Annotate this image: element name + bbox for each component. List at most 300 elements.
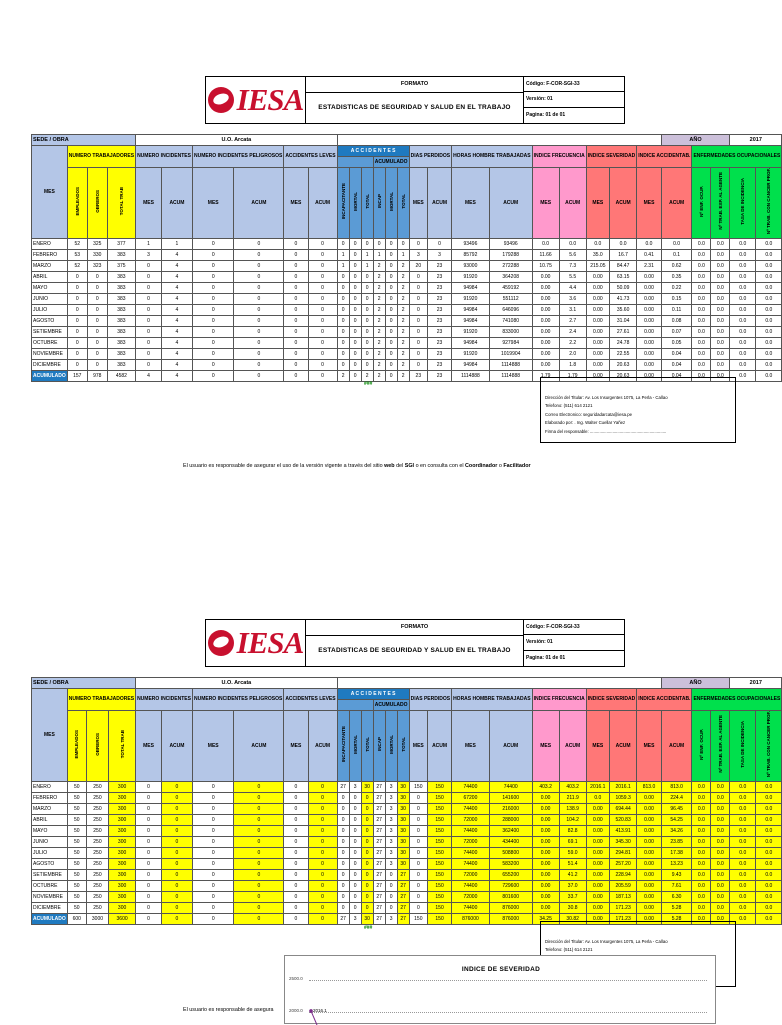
table-cell: 0.0 xyxy=(756,881,782,892)
table-cell: 0.0 xyxy=(711,272,730,283)
table-cell: 0 xyxy=(409,793,427,804)
table-cell: 3.6 xyxy=(559,294,586,305)
table-cell: 0 xyxy=(349,327,361,338)
table-cell: 0.0 xyxy=(692,371,711,382)
table-cell: 0 xyxy=(361,793,373,804)
table-cell: 0.0 xyxy=(756,316,782,327)
table-cell: 51.4 xyxy=(559,859,586,870)
table-cell: 0.0 xyxy=(711,250,730,261)
table-cell: 0 xyxy=(397,239,409,250)
table-cell: 0 xyxy=(308,272,337,283)
table-cell: 383 xyxy=(107,327,135,338)
table-cell: 3 xyxy=(385,793,397,804)
table-cell: 4 xyxy=(161,371,192,382)
table-cell: 150 xyxy=(428,859,452,870)
table-cell: 0 xyxy=(385,881,397,892)
table-cell: 2 xyxy=(397,349,409,360)
table-cell: 0.0 xyxy=(730,782,756,793)
table-cell: 3 xyxy=(385,914,397,925)
table-cell: 250 xyxy=(86,793,108,804)
column-header xyxy=(67,711,86,782)
table-cell: 0.0 xyxy=(711,793,730,804)
table-cell: 250 xyxy=(86,903,108,914)
table-cell: 0 xyxy=(361,804,373,815)
table-cell: 0 xyxy=(284,283,308,294)
table-cell: 0 xyxy=(87,272,107,283)
month-cell: OCTUBRE xyxy=(32,881,68,892)
table-cell: 0.00 xyxy=(637,283,662,294)
table-cell: 0 xyxy=(337,305,349,316)
table-cell: 0 xyxy=(385,349,397,360)
column-header xyxy=(337,168,349,239)
form-version: Versión: 01 xyxy=(524,635,624,650)
table-cell: 0 xyxy=(136,261,162,272)
table-cell: 0.0 xyxy=(730,815,756,826)
table-cell: 0.0 xyxy=(756,826,782,837)
table-cell: 0.00 xyxy=(532,859,559,870)
month-cell: ENERO xyxy=(32,239,68,250)
table-cell: 23 xyxy=(428,283,452,294)
table-cell: 0 xyxy=(349,804,361,815)
column-header xyxy=(711,711,730,782)
table-cell: 0 xyxy=(337,837,349,848)
table-cell: 0.0 xyxy=(692,881,711,892)
table-cell: 0 xyxy=(349,826,361,837)
table-cell: 0.00 xyxy=(637,272,662,283)
table-cell: 0 xyxy=(136,316,162,327)
column-header xyxy=(373,168,385,239)
table-cell: 0 xyxy=(308,305,337,316)
table-cell: 0 xyxy=(136,870,162,881)
table-cell: 0.08 xyxy=(661,316,692,327)
table-cell: 33.7 xyxy=(559,892,586,903)
table-cell: 0.0 xyxy=(756,305,782,316)
table-cell: 377 xyxy=(107,239,135,250)
table-cell: 0.00 xyxy=(637,881,662,892)
table-cell: 300 xyxy=(109,859,136,870)
table-cell: 30 xyxy=(397,815,409,826)
table-cell: 0.0 xyxy=(692,782,711,793)
table-cell: 27 xyxy=(373,848,385,859)
table-cell: 2 xyxy=(373,349,385,360)
table-cell: 2 xyxy=(397,338,409,349)
table-cell: 0 xyxy=(136,793,162,804)
table-cell: 4 xyxy=(161,360,192,371)
table-cell: 0 xyxy=(308,327,337,338)
column-header: A C C I D E N T E S xyxy=(337,146,409,157)
table-cell: 30.82 xyxy=(559,914,586,925)
table-cell: 0.00 xyxy=(532,870,559,881)
table-cell: 0 xyxy=(349,848,361,859)
table-cell: 600 xyxy=(67,914,86,925)
table-cell: 0 xyxy=(385,294,397,305)
table-cell: 27 xyxy=(373,903,385,914)
table-cell: 0 xyxy=(337,815,349,826)
table-cell: 0 xyxy=(308,371,337,382)
table-cell: 250 xyxy=(86,870,108,881)
table-cell: 52 xyxy=(67,239,87,250)
table-cell: 74400 xyxy=(452,848,490,859)
table-cell: 0.00 xyxy=(532,349,559,360)
table-row xyxy=(32,261,782,272)
table-row xyxy=(32,793,782,804)
table-cell: 0 xyxy=(192,870,234,881)
table-cell: 0 xyxy=(192,793,234,804)
month-cell: ENERO xyxy=(32,782,68,793)
year-label: AÑO xyxy=(661,135,730,146)
table-cell: 0.00 xyxy=(532,848,559,859)
month-cell: JUNIO xyxy=(32,294,68,305)
table-cell: 23 xyxy=(409,371,427,382)
table-cell: 375 xyxy=(107,261,135,272)
table-cell: 50 xyxy=(67,793,86,804)
column-header xyxy=(67,168,87,239)
month-cell: DICIEMBRE xyxy=(32,360,68,371)
table-cell: 0 xyxy=(136,859,162,870)
blank xyxy=(337,700,373,711)
table-cell: 0.0 xyxy=(711,826,730,837)
table-cell: 27 xyxy=(373,837,385,848)
table-cell: 23 xyxy=(428,327,452,338)
table-cell: 0.0 xyxy=(711,261,730,272)
table-cell: 0.0 xyxy=(730,327,756,338)
table-cell: 0.0 xyxy=(711,782,730,793)
table-cell: 0 xyxy=(136,360,162,371)
column-header xyxy=(692,711,711,782)
table-cell: 0 xyxy=(284,903,308,914)
table-cell: 0.0 xyxy=(756,294,782,305)
table-cell: 0.0 xyxy=(756,870,782,881)
table-cell: 94984 xyxy=(452,316,490,327)
column-header: MES xyxy=(452,168,490,239)
table-cell: 0.00 xyxy=(637,360,662,371)
table-cell: 0 xyxy=(349,881,361,892)
table-cell: 0 xyxy=(234,294,284,305)
table-cell: 0 xyxy=(349,349,361,360)
table-cell: 0.0 xyxy=(711,305,730,316)
table-cell: 0 xyxy=(361,903,373,914)
table-cell: 0 xyxy=(308,349,337,360)
table-cell: 0 xyxy=(409,859,427,870)
column-header: HORAS HOMBRE TRABAJADAS xyxy=(452,146,533,168)
table-cell: 0 xyxy=(337,327,349,338)
table-cell: 0 xyxy=(234,272,284,283)
table-cell: 0 xyxy=(284,826,308,837)
table-cell: 0 xyxy=(361,305,373,316)
table-cell: 0 xyxy=(284,870,308,881)
table-cell: 383 xyxy=(107,305,135,316)
table-cell: 0 xyxy=(234,859,284,870)
table-cell: 2.7 xyxy=(559,316,586,327)
table-cell: 82.8 xyxy=(559,826,586,837)
table-cell: 0 xyxy=(284,371,308,382)
table-cell: 0 xyxy=(136,349,162,360)
table-cell: 0.0 xyxy=(756,815,782,826)
table-cell: 0 xyxy=(337,360,349,371)
table-cell: 0.0 xyxy=(711,903,730,914)
table-cell: 0.00 xyxy=(637,892,662,903)
year-label: AÑO xyxy=(661,678,730,689)
column-header-label: TOTAL xyxy=(364,193,370,209)
column-header xyxy=(86,711,108,782)
table-cell: 1 xyxy=(397,250,409,261)
table-cell: 0 xyxy=(385,870,397,881)
table-cell: 0.00 xyxy=(637,903,662,914)
table-cell: 0 xyxy=(192,360,234,371)
table-cell: 150 xyxy=(428,903,452,914)
table-cell: 17.38 xyxy=(661,848,692,859)
table-cell: 0 xyxy=(87,327,107,338)
column-header-label: Nº ENF. OCUP. xyxy=(698,185,704,217)
column-header: INDICE ACCIDENTAB. xyxy=(637,146,692,168)
y-tick-label: 2500.0 xyxy=(289,976,303,981)
table-cell: 294.81 xyxy=(609,848,636,859)
table-cell: 0 xyxy=(67,360,87,371)
table-cell: 0.0 xyxy=(692,859,711,870)
table-cell: 0.00 xyxy=(532,316,559,327)
table-cell: 0.22 xyxy=(661,283,692,294)
table-cell: 4 xyxy=(161,349,192,360)
table-cell: 0.0 xyxy=(532,239,559,250)
table-cell: 0.00 xyxy=(637,848,662,859)
table-cell: 0.0 xyxy=(711,371,730,382)
table-cell: 0 xyxy=(192,804,234,815)
table-cell: 0 xyxy=(428,239,452,250)
table-cell: 94984 xyxy=(452,360,490,371)
table-row xyxy=(32,870,782,881)
table-cell: 0.0 xyxy=(711,859,730,870)
table-cell: 0 xyxy=(361,327,373,338)
table-cell: 0.04 xyxy=(661,371,692,382)
table-cell: 50 xyxy=(67,804,86,815)
table-cell: 4 xyxy=(161,250,192,261)
table-cell: 0 xyxy=(192,338,234,349)
column-header-label: TASA DE INCIDENCIA xyxy=(740,177,746,225)
column-header-label: INCAP xyxy=(376,737,382,752)
table-cell: 0.0 xyxy=(730,903,756,914)
column-header-label: Nº TRAB. EXP. AL AGENTE xyxy=(717,172,723,230)
table-cell: 1.79 xyxy=(532,371,559,382)
table-cell: 0 xyxy=(361,338,373,349)
column-header xyxy=(385,168,397,239)
table-cell: 383 xyxy=(107,283,135,294)
table-cell: 1 xyxy=(337,261,349,272)
hash-mark: ### xyxy=(364,381,373,387)
column-header xyxy=(756,168,782,239)
table-cell: 2 xyxy=(397,261,409,272)
table-cell: 927984 xyxy=(489,338,532,349)
table-cell: 0.0 xyxy=(692,914,711,925)
table-cell: 27 xyxy=(373,782,385,793)
table-cell: 0.0 xyxy=(692,316,711,327)
column-header: NUMERO TRABAJADORES xyxy=(67,146,135,168)
table-cell: 23 xyxy=(428,338,452,349)
table-cell: 0 xyxy=(87,283,107,294)
table-cell: 250 xyxy=(86,815,108,826)
column-header: ACUMULADO xyxy=(373,700,409,711)
table-cell: 2 xyxy=(373,316,385,327)
table-cell: 0.00 xyxy=(637,316,662,327)
table-cell: 0 xyxy=(385,338,397,349)
column-header xyxy=(87,168,107,239)
column-header: MES xyxy=(586,168,609,239)
table-cell: 0.35 xyxy=(661,272,692,283)
table-cell: 0.0 xyxy=(692,793,711,804)
table-cell: 50 xyxy=(67,870,86,881)
table-cell: 0 xyxy=(361,239,373,250)
table-cell: 224.4 xyxy=(661,793,692,804)
table-cell: 0 xyxy=(192,305,234,316)
table-row xyxy=(32,239,782,250)
table-cell: 0.0 xyxy=(756,804,782,815)
table-cell: 0 xyxy=(136,272,162,283)
table-cell: 0 xyxy=(385,892,397,903)
table-cell: 0 xyxy=(284,360,308,371)
table-cell: 4 xyxy=(161,283,192,294)
table-cell: 53 xyxy=(67,250,87,261)
table-cell: 250 xyxy=(86,837,108,848)
column-header xyxy=(756,711,782,782)
table-cell: 23 xyxy=(428,316,452,327)
table-cell: 0 xyxy=(136,881,162,892)
table-cell: 0.00 xyxy=(586,815,609,826)
table-cell: 0 xyxy=(409,272,427,283)
table-cell: 74400 xyxy=(452,826,490,837)
column-header: NUMERO INCIDENTES xyxy=(136,689,193,711)
table-cell: 3600 xyxy=(109,914,136,925)
table-cell: 0 xyxy=(67,283,87,294)
table-cell: 300 xyxy=(109,848,136,859)
table-cell: 0 xyxy=(234,261,284,272)
table-cell: 0.00 xyxy=(586,848,609,859)
table-cell: 300 xyxy=(109,826,136,837)
column-header xyxy=(107,168,135,239)
column-header: INDICE ACCIDENTAB. xyxy=(637,689,692,711)
table-cell: 0 xyxy=(308,892,337,903)
table-cell: 0.0 xyxy=(711,881,730,892)
table-cell: 0 xyxy=(308,815,337,826)
table-cell: 0 xyxy=(67,327,87,338)
table-cell: 23 xyxy=(428,360,452,371)
table-cell: 0 xyxy=(161,782,192,793)
table-cell: 27 xyxy=(397,881,409,892)
table-cell: 0 xyxy=(192,239,234,250)
table-cell: 0 xyxy=(349,815,361,826)
table-cell: 646096 xyxy=(489,305,532,316)
table-cell: 2 xyxy=(373,283,385,294)
table-cell: 0.0 xyxy=(730,892,756,903)
table-cell: 30 xyxy=(361,914,373,925)
uo-value: U.O. Arcata xyxy=(136,135,338,146)
table-cell: 0.0 xyxy=(692,892,711,903)
table-cell: 2016.1 xyxy=(609,782,636,793)
table-cell: 93000 xyxy=(452,261,490,272)
table-cell: 0 xyxy=(161,881,192,892)
table-cell: 0 xyxy=(234,914,284,925)
table-cell: 23 xyxy=(428,294,452,305)
table-cell: 0.00 xyxy=(532,305,559,316)
table-cell: 0 xyxy=(192,250,234,261)
table-cell: 0 xyxy=(161,815,192,826)
table-cell: 300 xyxy=(109,881,136,892)
table-cell: 0 xyxy=(337,903,349,914)
column-header xyxy=(349,168,361,239)
column-header: MES xyxy=(637,711,662,782)
column-header xyxy=(730,711,756,782)
table-cell: 0.0 xyxy=(756,914,782,925)
table-cell: 0.0 xyxy=(730,316,756,327)
table-cell: 150 xyxy=(428,914,452,925)
table-cell: 0 xyxy=(284,782,308,793)
column-header-label: TOTAL xyxy=(400,736,406,752)
table-cell: 813.0 xyxy=(661,782,692,793)
table-cell: 0 xyxy=(337,338,349,349)
table-cell: 171.23 xyxy=(609,914,636,925)
table-cell: 94984 xyxy=(452,338,490,349)
table-cell: 0.0 xyxy=(711,349,730,360)
table-cell: 2 xyxy=(397,283,409,294)
table-cell: 2 xyxy=(373,294,385,305)
company-logo: IESA xyxy=(206,77,306,123)
table-cell: 0.00 xyxy=(637,349,662,360)
table-cell: 2 xyxy=(373,327,385,338)
table-cell: 3 xyxy=(385,804,397,815)
column-header-label: MORTAL xyxy=(352,191,358,211)
column-header: ACUM xyxy=(428,711,452,782)
table-cell: 0.0 xyxy=(711,837,730,848)
table-cell: 0 xyxy=(234,804,284,815)
month-cell: JULIO xyxy=(32,305,68,316)
table-cell: 69.1 xyxy=(559,837,586,848)
table-cell: 0 xyxy=(308,360,337,371)
table-cell: 272288 xyxy=(489,261,532,272)
table-cell: 0.00 xyxy=(586,360,609,371)
table-cell: 2 xyxy=(397,327,409,338)
column-header: MES xyxy=(284,168,308,239)
table-cell: 2.31 xyxy=(637,261,662,272)
table-cell: 23 xyxy=(428,371,452,382)
table-cell: 0 xyxy=(284,793,308,804)
table-cell: 0.0 xyxy=(730,349,756,360)
table-cell: 0 xyxy=(136,903,162,914)
table-cell: 300 xyxy=(109,903,136,914)
table-cell: 0 xyxy=(136,283,162,294)
table-cell: 0 xyxy=(361,294,373,305)
table-cell: 323 xyxy=(87,261,107,272)
column-header-label: MORTAL xyxy=(352,734,358,754)
table-cell: 37.0 xyxy=(559,881,586,892)
table-cell: 1059.3 xyxy=(609,793,636,804)
table-cell: 0 xyxy=(284,239,308,250)
table-cell: 4 xyxy=(161,305,192,316)
table-cell: 0.0 xyxy=(692,349,711,360)
table-cell: 91920 xyxy=(452,327,490,338)
table-cell: 74400 xyxy=(489,782,532,793)
table-cell: 59.0 xyxy=(559,848,586,859)
table-cell: 0.0 xyxy=(692,294,711,305)
column-header: ACUM xyxy=(559,168,586,239)
table-cell: 23 xyxy=(428,261,452,272)
month-cell: ACUMULADO xyxy=(32,914,68,925)
info-box: Dirección del Titular: Av. Los Insurgentes 1075, La Perla - Callao Telefono: (511) 614 2121 Correo Electronico: seguridadarcata@iesa.pe Elaborado por: . Ing. Walter Cuellar Yañez Firma del responsable: ................................................................ xyxy=(540,377,736,443)
table-cell: 0 xyxy=(361,881,373,892)
table-cell: 34.25 xyxy=(532,914,559,925)
table-cell: 0 xyxy=(284,327,308,338)
table-cell: 3 xyxy=(349,782,361,793)
table-cell: 0 xyxy=(409,903,427,914)
table-cell: 2 xyxy=(361,371,373,382)
table-cell: 0 xyxy=(409,837,427,848)
